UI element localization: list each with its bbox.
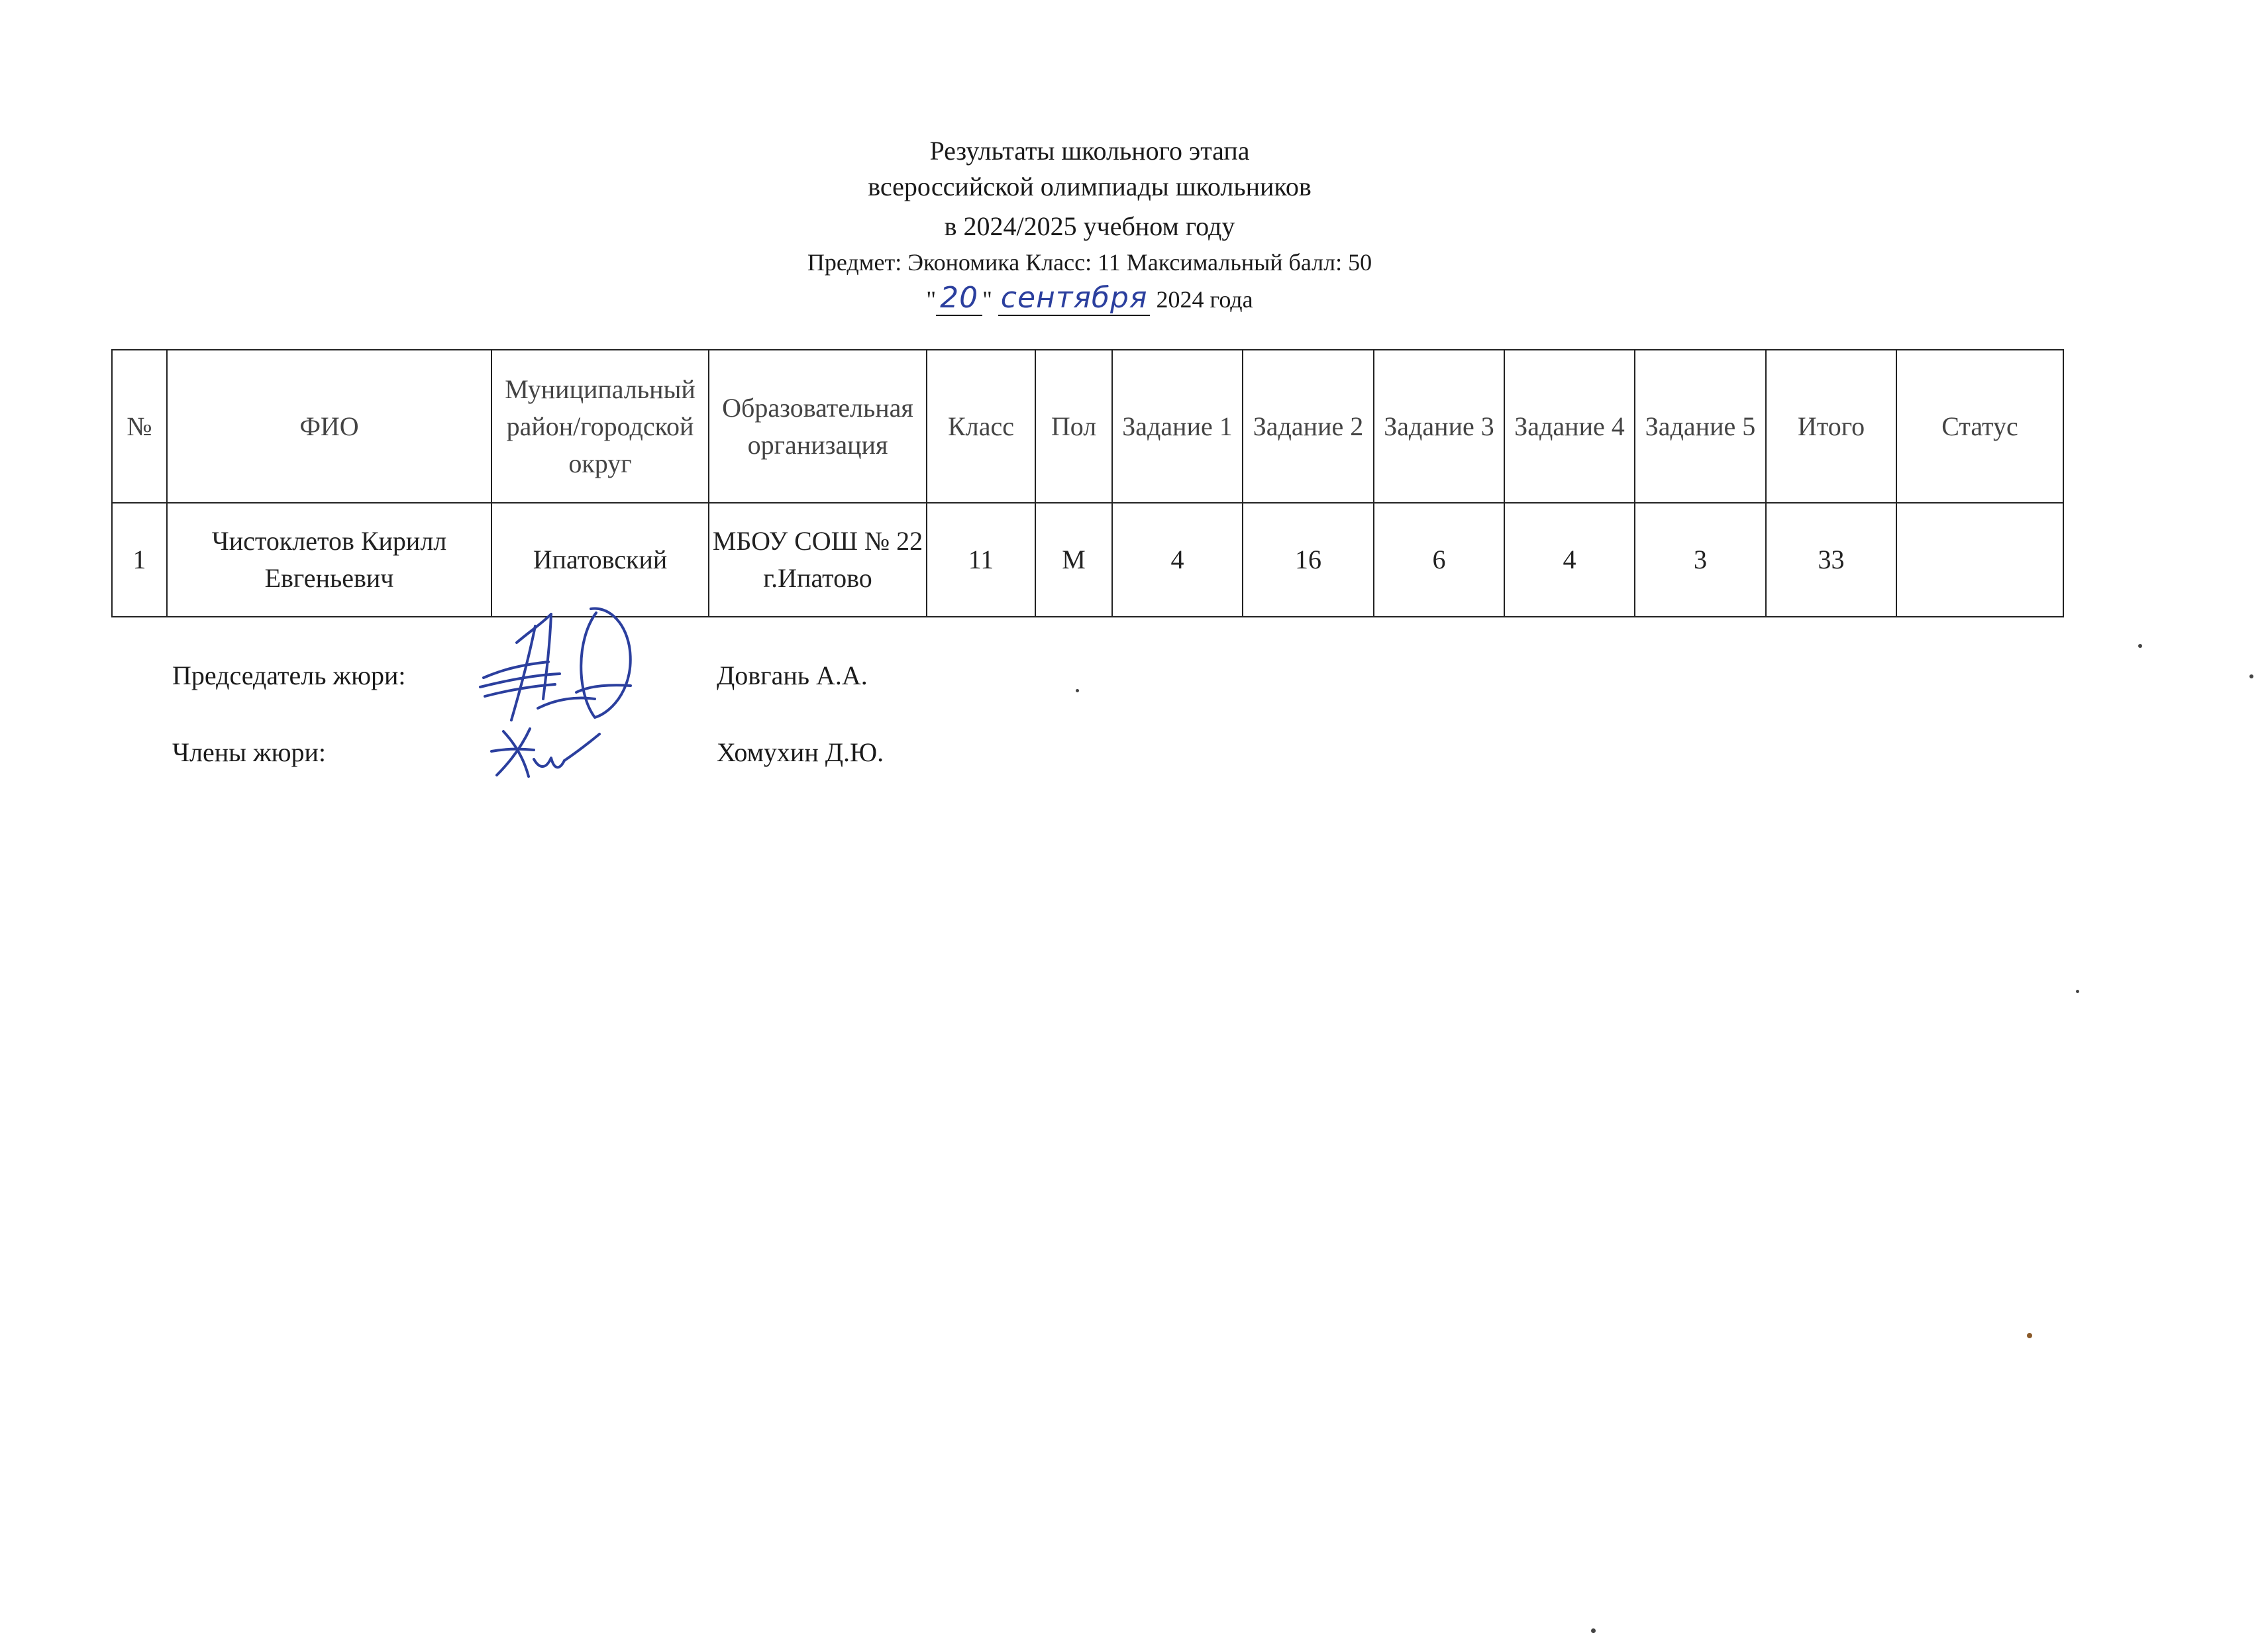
col-header-task4: Задание 4: [1504, 350, 1635, 503]
scan-speck: [2076, 990, 2079, 993]
scan-speck: [2249, 674, 2253, 678]
results-table: [111, 349, 2064, 617]
subject-line: Предмет: Экономика Класс: 11 Максимальный балл: 50: [807, 249, 1372, 276]
date-day-handwritten: 20: [936, 281, 982, 316]
col-header-grade: Класс: [927, 350, 1035, 503]
cell-fio: Чистоклетов Кирилл Евгеньевич: [167, 503, 491, 617]
date-month-handwritten: сентября: [998, 281, 1151, 316]
cell-grade: 11: [927, 503, 1035, 617]
col-header-task5: Задание 5: [1635, 350, 1766, 503]
title-line-3: в 2024/2025 учебном году: [944, 211, 1235, 241]
cell-district: Ипатовский: [491, 503, 709, 617]
cell-num: 1: [112, 503, 167, 617]
cell-total: 33: [1766, 503, 1896, 617]
col-header-task2: Задание 2: [1243, 350, 1374, 503]
table-row: [112, 503, 2063, 617]
table-header-row: [112, 350, 2063, 503]
chair-name: Довгань А.А.: [717, 661, 868, 690]
scan-speck: [2027, 1333, 2032, 1338]
col-header-fio: ФИО: [167, 350, 491, 503]
date-line: " 20 " сентября 2024 года: [926, 281, 1253, 315]
cell-task4: 4: [1504, 503, 1635, 617]
col-header-status: Статус: [1896, 350, 2063, 503]
col-header-task1: Задание 1: [1112, 350, 1243, 503]
members-name: Хомухин Д.Ю.: [717, 737, 884, 767]
cell-task2: 16: [1243, 503, 1374, 617]
cell-task1: 4: [1112, 503, 1243, 617]
cell-status: [1896, 503, 2063, 617]
cell-task3: 6: [1374, 503, 1504, 617]
col-header-district: Муниципальный район/городской округ: [491, 350, 709, 503]
members-label: Члены жюри:: [172, 737, 327, 767]
scan-speck: [2138, 644, 2142, 648]
chair-signature-image: [477, 600, 649, 725]
title-line-1: Результаты школьного этапа: [929, 136, 1250, 166]
cell-task5: 3: [1635, 503, 1766, 617]
col-header-gender: Пол: [1035, 350, 1112, 503]
date-suffix: 2024 года: [1156, 286, 1253, 313]
col-header-task3: Задание 3: [1374, 350, 1504, 503]
scan-speck: [1076, 689, 1079, 692]
col-header-school: Образовательная организация: [709, 350, 927, 503]
member-signature-image: [490, 722, 603, 782]
title-line-2: всероссийской олимпиады школьников: [868, 172, 1312, 201]
cell-gender: М: [1035, 503, 1112, 617]
cell-school: МБОУ СОШ № 22 г.Ипатово: [709, 503, 927, 617]
scan-speck: [1591, 1628, 1596, 1633]
chair-label: Председатель жюри:: [172, 661, 406, 690]
col-header-num: №: [112, 350, 167, 503]
col-header-total: Итого: [1766, 350, 1896, 503]
